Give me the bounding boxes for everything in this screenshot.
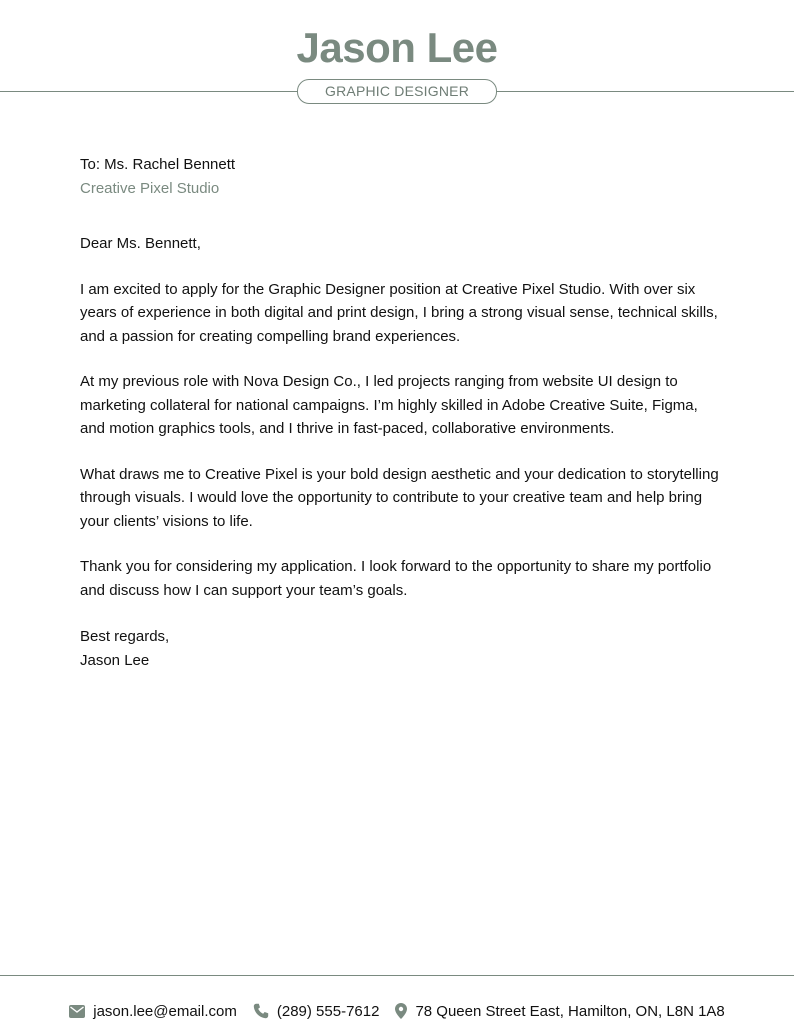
- contact-footer: [0, 999, 794, 1023]
- email-text[interactable]: jason.lee@email.com: [93, 1002, 237, 1020]
- contact-address: [395, 1003, 724, 1020]
- contact-phone: [253, 1003, 380, 1020]
- phone-icon: [253, 1003, 269, 1019]
- recipient-name: To: Ms. Rachel Bennett: [80, 156, 236, 173]
- paragraph-4: Thank you for considering my application. I look forward to the opportunity to share my portfolio and discuss how I can support your team’s goals.: [80, 558, 712, 599]
- envelope-icon: [69, 1005, 85, 1018]
- footer-divider: [0, 975, 794, 976]
- salutation: Dear Ms. Bennett,: [80, 235, 201, 252]
- address-text: 78 Queen Street East, Hamilton, ON, L8N 1A8: [415, 1002, 725, 1020]
- job-title-badge: GRAPHIC DESIGNER: [297, 79, 497, 104]
- closing: Best regards,: [80, 628, 170, 645]
- signature: Jason Lee: [80, 651, 150, 669]
- contact-email: [69, 1003, 237, 1020]
- phone-text[interactable]: (289) 555-7612: [276, 1002, 380, 1020]
- paragraph-1: I am excited to apply for the Graphic Designer position at Creative Pixel Studio. With over six years of experience in both digital and print design, I bring a strong visual sense, technical skills, and a passion for creating compelling brand experiences.: [80, 280, 718, 345]
- recipient-company: Creative Pixel Studio: [80, 179, 220, 197]
- paragraph-3: What draws me to Creative Pixel is your bold design aesthetic and your dedication to storytelling through visuals. I would love the opportunity to contribute to your creative team and help bring your clients’ visions to life.: [80, 465, 719, 530]
- applicant-name: Jason Lee: [296, 24, 498, 71]
- map-pin-icon: [395, 1003, 407, 1019]
- paragraph-2: At my previous role with Nova Design Co., I led projects ranging from website UI design to marketing collateral for national campaigns. I’m highly skilled in Adobe Creative Suite, Figma, and motion graphics tools, and I thrive in fast-paced, collaborative environments.: [80, 373, 698, 437]
- letter-header: [0, 0, 794, 110]
- letter-body: [80, 153, 720, 672]
